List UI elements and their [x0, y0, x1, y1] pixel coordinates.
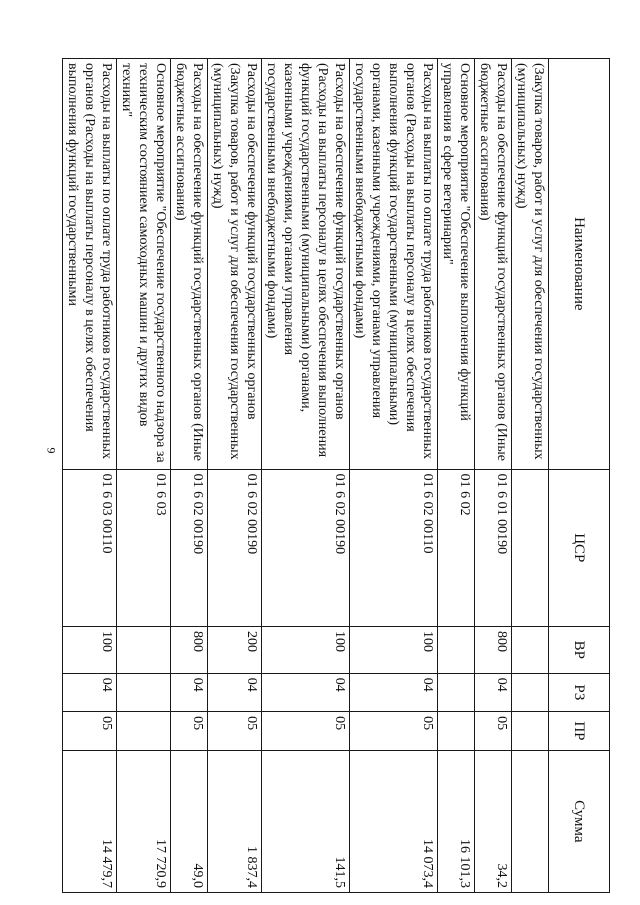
- cell-rz: 04: [350, 673, 438, 711]
- cell-vr: 100: [262, 627, 350, 674]
- cell-rz: 04: [208, 673, 262, 711]
- header-vr: ВР: [549, 627, 610, 674]
- cell-vr: 200: [208, 627, 262, 674]
- cell-sum: 49,0: [171, 750, 208, 892]
- cell-csr: 01 6 02 00190: [262, 469, 350, 626]
- cell-sum: 16 101,3: [438, 750, 475, 892]
- cell-sum: [512, 750, 549, 892]
- table-row: [171, 59, 208, 893]
- table-row: [208, 59, 262, 893]
- budget-table: [62, 58, 610, 893]
- cell-vr: 100: [63, 627, 117, 674]
- cell-pr: 05: [262, 712, 350, 750]
- cell-csr: 01 6 03 00110: [63, 469, 117, 626]
- cell-rz: [512, 673, 549, 711]
- page-number: 9: [44, 447, 59, 454]
- cell-rz: 04: [171, 673, 208, 711]
- header-sum: Сумма: [549, 750, 610, 892]
- table-row: [262, 59, 350, 893]
- cell-vr: [512, 627, 549, 674]
- cell-rz: 04: [262, 673, 350, 711]
- cell-pr: [512, 712, 549, 750]
- cell-pr: 05: [475, 712, 512, 750]
- cell-rz: [117, 673, 171, 711]
- cell-vr: 100: [350, 627, 438, 674]
- cell-rz: 04: [63, 673, 117, 711]
- rotated-page-content: [65, 58, 610, 893]
- cell-sum: 34,2: [475, 750, 512, 892]
- cell-name: Расходы на обеспечение функций государственных органов (Иные бюджетные ассигнования): [475, 59, 512, 470]
- header-csr: ЦСР: [549, 469, 610, 626]
- cell-vr: 800: [475, 627, 512, 674]
- table-row: [438, 59, 475, 893]
- cell-csr: 01 6 03: [117, 469, 171, 626]
- cell-sum: 141,5: [262, 750, 350, 892]
- cell-sum: 14 479,7: [63, 750, 117, 892]
- cell-pr: 05: [171, 712, 208, 750]
- cell-sum: 17 720,9: [117, 750, 171, 892]
- cell-csr: 01 6 02 00190: [171, 469, 208, 626]
- cell-name: Расходы на обеспечение функций государственных органов (Расходы на выплаты персоналу в целях обеспечения выполнения функций государственными (муниципальными) органами, казенными учреждениями, органами управления государственными внебюджетными фондами): [262, 59, 350, 470]
- header-rz: РЗ: [549, 673, 610, 711]
- cell-sum: 14 073,4: [350, 750, 438, 892]
- table-row: [117, 59, 171, 893]
- cell-name: Расходы на обеспечение функций государственных органов (Иные бюджетные ассигнования): [171, 59, 208, 470]
- header-pr: ПР: [549, 712, 610, 750]
- cell-pr: [438, 712, 475, 750]
- cell-vr: [438, 627, 475, 674]
- cell-name: Расходы на выплаты по оплате труда работников государственных органов (Расходы на выплаты персоналу в целях обеспечения выполнения функций государственными (муниципальными) органами, казенными учреждениями, органами управления государственными внебюджетными фондами): [350, 59, 438, 470]
- cell-name: Расходы на обеспечение функций государственных органов (Закупка товаров, работ и услуг для обеспечения государственных (муниципальных) нужд): [208, 59, 262, 470]
- cell-pr: 05: [208, 712, 262, 750]
- cell-rz: [438, 673, 475, 711]
- table-row: [475, 59, 512, 893]
- table-row: [63, 59, 117, 893]
- cell-vr: [117, 627, 171, 674]
- cell-csr: 01 6 02 00110: [350, 469, 438, 626]
- cell-vr: 800: [171, 627, 208, 674]
- cell-pr: 05: [63, 712, 117, 750]
- cell-name: Расходы на выплаты по оплате труда работников государственных органов (Расходы на выплаты персоналу в целях обеспечения выполнения функций государственными: [63, 59, 117, 470]
- table-header-row: [549, 59, 610, 893]
- cell-sum: 1 837,4: [208, 750, 262, 892]
- cell-csr: 01 6 02: [438, 469, 475, 626]
- header-name: Наименование: [549, 59, 610, 470]
- cell-csr: [512, 469, 549, 626]
- cell-name: Основное мероприятие "Обеспечение государственного надзора за техническим состоянием самоходных машин и других видов техники": [117, 59, 171, 470]
- cell-name: (Закупка товаров, работ и услуг для обеспечения государственных (муниципальных) нужд): [512, 59, 549, 470]
- cell-pr: 05: [350, 712, 438, 750]
- table-row: [512, 59, 549, 893]
- cell-csr: 01 6 01 00190: [475, 469, 512, 626]
- cell-rz: 04: [475, 673, 512, 711]
- cell-csr: 01 6 02 00190: [208, 469, 262, 626]
- table-row: [350, 59, 438, 893]
- cell-name: Основное мероприятие "Обеспечение выполнения функций управления в сфере ветеринарии": [438, 59, 475, 470]
- cell-pr: [117, 712, 171, 750]
